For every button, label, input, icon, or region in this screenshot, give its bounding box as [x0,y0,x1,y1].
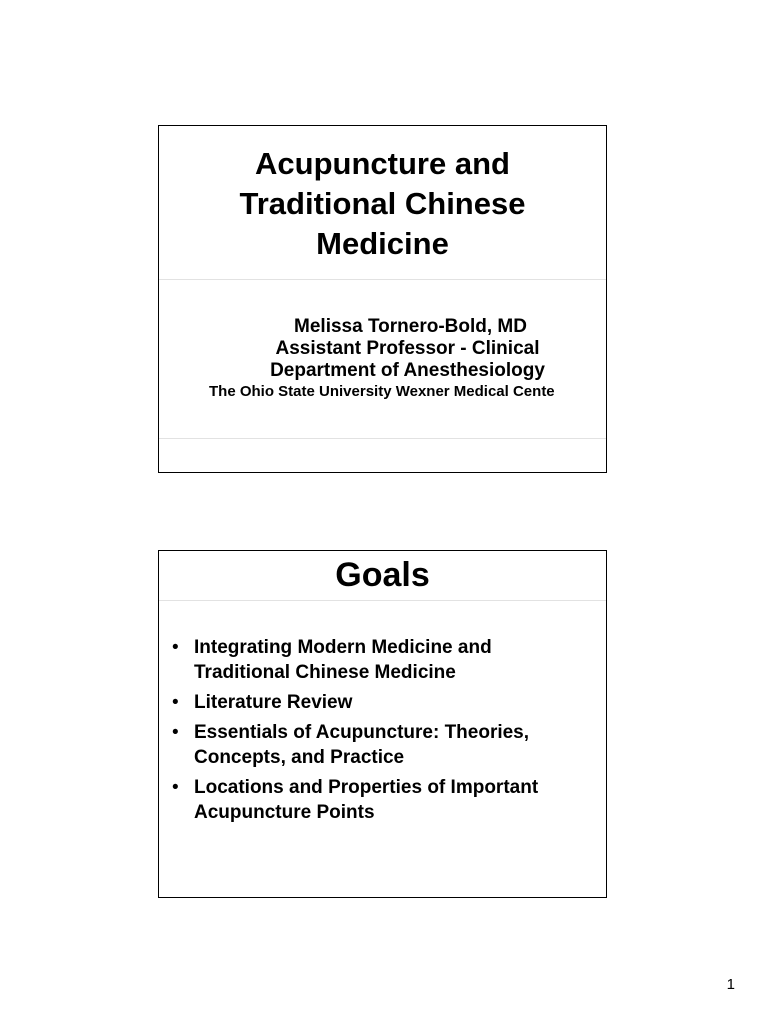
slide-title [158,125,607,473]
list-item [172,775,596,825]
list-item-line: Literature Review [194,692,353,713]
bullet-icon: • [172,722,179,743]
author-department: Department of Anesthesiology [270,360,545,381]
slide-1-title [159,144,606,264]
slide-2-title: Goals [335,556,430,594]
list-item-line: Locations and Properties of Important [194,777,539,798]
list-item-line: Essentials of Acupuncture: Theories, [194,722,530,743]
author-institution: The Ohio State University Wexner Medical Cente [209,383,555,400]
slide-1-title-line: Traditional Chinese [239,186,526,221]
goals-list [172,635,596,830]
slide-goals [158,550,607,898]
slide-1-title-line: Acupuncture and [255,146,510,181]
bullet-icon: • [172,777,179,798]
list-item-line: Concepts, and Practice [194,747,405,768]
bullet-icon: • [172,637,179,658]
list-item-line: Traditional Chinese Medicine [194,662,456,683]
slide-1-title-line: Medicine [316,226,449,261]
list-item [172,635,596,685]
slide-1-divider [159,279,606,280]
author-role: Assistant Professor - Clinical [275,338,540,359]
author-block [159,316,606,401]
slide-2-divider [159,600,606,601]
list-item [172,690,596,715]
page-number: 1 [726,976,735,993]
list-item [172,720,596,770]
list-item-line: Acupuncture Points [194,802,375,823]
list-item-line: Integrating Modern Medicine and [194,637,492,658]
bullet-icon: • [172,692,179,713]
author-name: Melissa Tornero-Bold, MD [294,316,527,337]
slide-1-divider-bottom [159,438,606,439]
